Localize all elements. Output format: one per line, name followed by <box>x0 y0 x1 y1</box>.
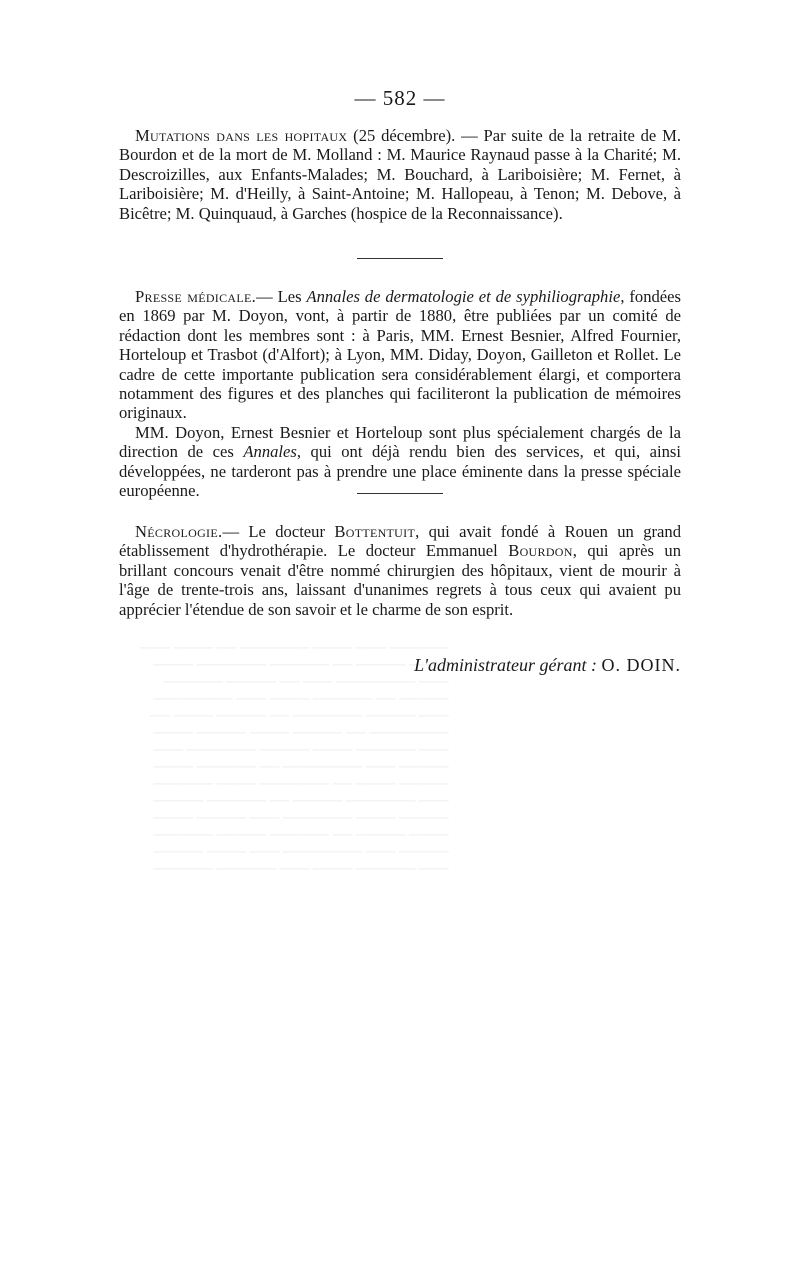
page-number: — 582 — <box>354 86 446 110</box>
necrologie-paragraph <box>119 522 681 619</box>
presse-p2-end: , qui ont déjà rendu bien des services, et qui, ainsi développées, ne tarderont pas à prendre une place éminente dans la presse spéciale européenne. <box>119 442 681 501</box>
necrologie-text-1: — Le docteur <box>222 522 335 541</box>
necrologie-text-2: , qui avait fondé à Rouen un grand établissement d'hydrothérapie. Le docteur Emmanuel <box>119 522 681 561</box>
show-through-texture: ────── ─── ──── ─────── ── ──── ─── ──── ───── ── ────── ─────── ──── ─── ──────── ─── ── ───── ────── ───── ── ────── ──── ─── ──────── ─── ───── ─────── ── ───── ──── ── ──────── ── ───── ──── ───── ──── ─── ────── ──── ───── ─────── ─── ───── ─── ──────── ── ────── ──── ───── ──── ── ─────── ──── ────── ─── ─────── ───── ── ────── ───── ───── ──── ─────── ─── ───── ──── ──── ───── ── ────── ───── ────── ───── ─── ──────── ─── ──── ───── ─── ────── ──── ─── ────── ────── <box>140 641 449 877</box>
necrologie-name-1: Bottentuit <box>334 522 416 541</box>
presse-paragraph-1 <box>119 287 681 423</box>
presse-dash: — Les <box>256 287 307 306</box>
mutations-paragraph <box>119 126 681 223</box>
section-divider <box>357 493 443 494</box>
section-divider <box>357 258 443 259</box>
presse-journal-title: Annales de dermatologie et de syphiliographie <box>306 287 621 306</box>
presse-text: , fondées en 1869 par M. Doyon, vont, à partir de 1880, être publiées par un comité de rédaction dont les membres sont : à Paris, MM. Ernest Besnier, Alfred Fournier, Horteloup et Trasbot (d'Alfort); à Lyon, MM. Diday, Doyon, Gailleton et Rollet. Le cadre de cette importante publication sera considérablement élargi, et comportera notamment des figures et des planches qui faciliteront la publication de mémoires originaux. <box>119 287 681 423</box>
necrologie-heading: Nécrologie. <box>135 522 223 541</box>
presse-heading: Presse médicale. <box>135 287 257 306</box>
necrologie-text-3: , qui après un brillant concours venait d'être nommé chirurgien des hôpitaux, vient de mourir à l'âge de trente-trois ans, laissant d'unanimes regrets à tous ceux qui avaient pu apprécier l'étendue de son savoir et le charme de son esprit. <box>119 541 681 619</box>
signature-name: O. DOIN. <box>601 655 681 675</box>
section-necrologie <box>119 522 681 619</box>
necrologie-name-2: Bourdon <box>508 541 573 561</box>
mutations-heading: Mutations dans les hopitaux <box>135 126 348 145</box>
presse-paragraph-2 <box>119 423 681 501</box>
section-mutations <box>119 126 681 223</box>
signature <box>119 654 681 676</box>
signature-role: L'administrateur gérant : <box>414 655 597 675</box>
presse-p2-start: MM. Doyon, Ernest Besnier et Horteloup sont plus spécialement chargés de la direction de ces <box>119 422 681 462</box>
section-presse-medicale <box>119 287 681 500</box>
mutations-text: (25 décembre). — Par suite de la retraite de M. Bourdon et de la mort de M. Molland : M. Maurice Raynaud passe à la Charité; M. Descroizilles, aux Enfants-Malades; M. Bouchard, à Lariboisière; M. Fernet, à Lariboisière; M. d'Heilly, à Saint-Antoine; M. Hallopeau, à Tenon; M. Debove, à Bicêtre; M. Quinquaud, à Garches (hospice de la Reconnaissance). <box>119 126 681 223</box>
presse-p2-title: Annales <box>243 442 297 462</box>
